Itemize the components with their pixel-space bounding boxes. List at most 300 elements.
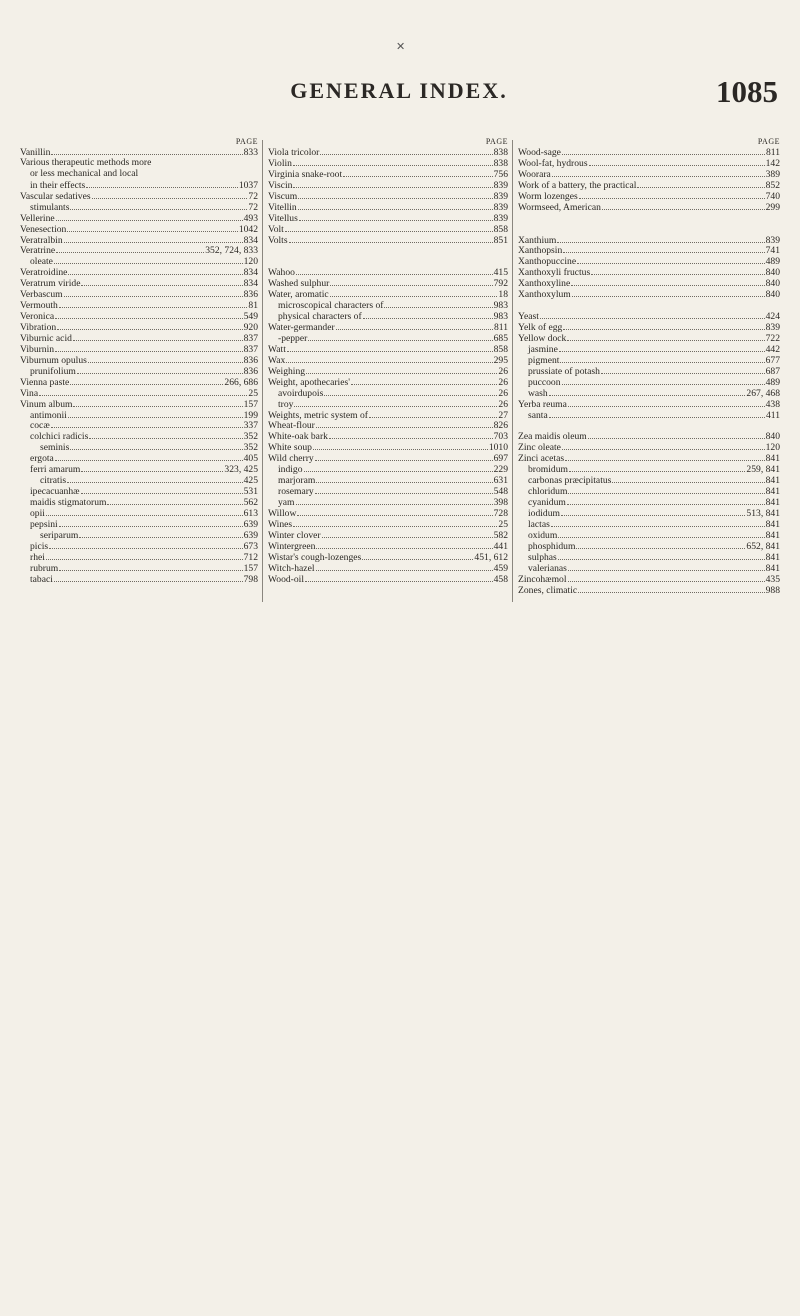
entry-term: Various therapeutic methods more	[20, 157, 152, 168]
entry-term: opii	[30, 507, 45, 519]
entry-term: Watt	[268, 343, 286, 355]
entry-term: Yeast	[518, 311, 539, 322]
entry-term: puccoon	[528, 376, 561, 388]
entry-page-ref: 1042	[238, 223, 258, 235]
entry-page-ref: 323, 425	[224, 464, 258, 476]
entry-term: antimonii	[30, 409, 67, 421]
entry-term: Washed sulphur	[268, 278, 330, 290]
entry-page-ref: 157	[243, 562, 258, 574]
index-entry	[518, 486, 780, 497]
index-entry	[518, 355, 780, 366]
entry-term: Zea maidis oleum	[518, 431, 587, 443]
index-entry	[20, 563, 258, 574]
entry-page-ref: 1010	[488, 442, 508, 454]
dot-leader	[330, 278, 492, 286]
entry-term: Wines	[268, 518, 293, 530]
entry-term: Xanthoxyli fructus	[518, 267, 591, 279]
entry-term: Wintergreen	[268, 540, 316, 552]
page-label: PAGE	[485, 137, 508, 146]
index-entry	[518, 475, 780, 486]
entry-term: yam	[278, 497, 295, 508]
entry-term: Violin	[268, 157, 292, 169]
page-label: PAGE	[235, 137, 258, 146]
index-entry	[268, 311, 508, 322]
entry-term: Viburnin	[20, 343, 55, 355]
dot-leader	[70, 377, 223, 385]
dot-leader	[313, 442, 488, 450]
entry-page-ref: 259, 841	[746, 464, 780, 476]
index-entry	[20, 574, 258, 585]
dot-leader	[39, 388, 247, 396]
entry-page-ref: 839	[493, 179, 508, 191]
dot-leader	[578, 585, 764, 593]
entry-page-ref: 424	[765, 311, 780, 322]
index-entry	[268, 486, 508, 497]
index-entry	[518, 344, 780, 355]
dot-leader	[549, 410, 765, 418]
index-entry	[20, 508, 258, 519]
page-label: PAGE	[757, 137, 780, 146]
entry-term: Vanillin	[20, 147, 51, 158]
index-entry	[268, 202, 508, 213]
entry-page-ref: 697	[493, 453, 508, 465]
dot-leader	[57, 322, 242, 330]
dot-leader	[601, 366, 765, 374]
dot-leader	[572, 289, 765, 297]
entry-page-ref: 352	[243, 442, 258, 454]
dot-leader	[571, 278, 764, 286]
entry-page-ref: 920	[243, 322, 258, 333]
dot-leader	[46, 552, 243, 560]
index-gap	[268, 245, 508, 256]
dot-leader	[64, 289, 243, 297]
index-entry	[518, 169, 780, 180]
entry-term: Vascular sedatives	[20, 190, 91, 202]
entry-page-ref: 562	[243, 497, 258, 508]
entry-term: avoirdupois	[278, 387, 324, 399]
dot-leader	[64, 235, 243, 243]
dot-leader	[568, 486, 764, 494]
dot-leader	[540, 311, 765, 319]
dot-leader	[55, 453, 243, 461]
entry-term: Water, aromatic	[268, 289, 329, 301]
dot-leader	[568, 399, 765, 407]
entry-page-ref: 740	[765, 190, 780, 202]
entry-term: stimulants	[30, 201, 70, 213]
index-gap	[268, 256, 508, 267]
dot-leader	[549, 388, 746, 396]
entry-term: ferri amarum	[30, 464, 81, 476]
dot-leader	[56, 213, 243, 221]
dot-leader	[55, 344, 243, 352]
entry-page-ref: 798	[243, 573, 258, 585]
index-entry	[20, 180, 258, 191]
dot-leader	[637, 180, 764, 188]
dot-leader	[67, 224, 237, 232]
entry-page-ref: 26	[498, 365, 508, 377]
entry-page-ref: 613	[243, 507, 258, 519]
index-entry	[268, 453, 508, 464]
dot-leader	[51, 147, 242, 155]
index-gap	[518, 224, 780, 235]
entry-page-ref: 839	[493, 212, 508, 224]
entry-page-ref: 120	[765, 442, 780, 454]
index-entry	[268, 191, 508, 202]
index-entry	[518, 530, 780, 541]
entry-page-ref: 841	[765, 453, 780, 465]
index-entry	[518, 453, 780, 464]
index-entry	[518, 267, 780, 278]
dot-leader	[552, 169, 765, 177]
dot-leader	[559, 344, 765, 352]
index-entry	[268, 366, 508, 377]
entry-term: iodidum	[528, 507, 560, 519]
entry-term: Worm lozenges	[518, 190, 578, 202]
index-entry	[268, 388, 508, 399]
dot-leader	[602, 202, 765, 210]
entry-page-ref: 652, 841	[746, 540, 780, 552]
index-entry	[518, 377, 780, 388]
entry-term: Veronica	[20, 311, 55, 322]
entry-term: prussiate of potash	[528, 365, 600, 377]
dot-leader	[576, 541, 745, 549]
index-entry	[518, 202, 780, 213]
dot-leader	[81, 486, 243, 494]
entry-page-ref: 988	[765, 584, 780, 596]
entry-term: Willow	[268, 507, 297, 519]
entry-term: Viscum	[268, 190, 298, 202]
dot-leader	[329, 431, 493, 439]
entry-term: Vibration	[20, 322, 57, 333]
entry-page-ref: 25	[248, 387, 258, 399]
entry-page-ref: 836	[243, 289, 258, 301]
running-title: GENERAL INDEX.	[290, 78, 508, 103]
entry-page-ref: 811	[765, 147, 780, 158]
entry-term: Witch-hazel	[268, 562, 315, 574]
index-entry	[20, 344, 258, 355]
entry-term: seminis	[40, 442, 70, 454]
entry-page-ref: 266, 686	[224, 376, 258, 388]
dot-leader	[55, 311, 243, 319]
index-entry	[268, 442, 508, 453]
entry-page-ref: 120	[243, 256, 258, 268]
entry-term: oxidum	[528, 529, 558, 541]
entry-page-ref: 405	[243, 453, 258, 465]
entry-page-ref: 142	[765, 157, 780, 169]
index-entry	[518, 552, 780, 563]
dot-leader	[562, 442, 765, 450]
index-entry	[20, 464, 258, 475]
dot-leader	[54, 574, 243, 582]
dot-leader	[384, 300, 492, 308]
dot-leader	[569, 464, 745, 472]
dot-leader	[298, 202, 493, 210]
index-entry	[268, 322, 508, 333]
dot-leader	[81, 464, 223, 472]
entry-term: Woorara	[518, 168, 551, 180]
entry-term: troy	[278, 398, 294, 410]
entry-term: Wormseed, American	[518, 201, 601, 213]
entry-page-ref: 838	[493, 157, 508, 169]
entry-page-ref: 548	[493, 486, 508, 497]
entry-term: Viscin	[268, 179, 293, 191]
entry-page-ref: 839	[493, 190, 508, 202]
index-entry	[518, 289, 780, 300]
dot-leader	[558, 552, 765, 560]
index-entry	[518, 245, 780, 256]
entry-term: Vitellin	[268, 201, 297, 213]
index-entry	[268, 464, 508, 475]
index-entry	[20, 355, 258, 366]
entry-page-ref: 741	[765, 245, 780, 257]
entry-page-ref: 840	[765, 289, 780, 301]
entry-term: Volt	[268, 223, 284, 235]
entry-page-ref: 389	[765, 168, 780, 180]
dot-leader	[54, 256, 243, 264]
index-entry	[20, 420, 258, 431]
dot-leader	[70, 202, 247, 210]
dot-leader	[92, 191, 248, 199]
index-entry	[268, 508, 508, 519]
entry-term: seriparum	[40, 529, 79, 541]
entry-term: -pepper	[278, 332, 308, 344]
index-entry	[20, 519, 258, 530]
index-entry	[20, 410, 258, 421]
dot-leader	[322, 530, 493, 538]
entry-term: Virginia snake-root	[268, 168, 343, 180]
index-entry	[268, 574, 508, 585]
index-entry	[268, 289, 508, 300]
entry-page-ref: 72	[248, 201, 258, 213]
index-entry	[518, 464, 780, 475]
index-gap	[518, 213, 780, 224]
entry-page-ref: 836	[243, 365, 258, 377]
entry-term: Yellow dock	[518, 332, 567, 344]
entry-page-ref: 489	[765, 376, 780, 388]
entry-term: Vinum album	[20, 398, 73, 410]
entry-page-ref: 673	[243, 540, 258, 552]
entry-page-ref: 837	[243, 332, 258, 344]
entry-page-ref: 841	[765, 486, 780, 497]
index-entry	[20, 333, 258, 344]
entry-page-ref: 493	[243, 212, 258, 224]
dot-leader	[297, 508, 492, 516]
index-entry	[20, 267, 258, 278]
dot-leader	[70, 442, 242, 450]
entry-page-ref: 352, 724, 833	[205, 245, 258, 257]
entry-term: prunifolium	[30, 365, 76, 377]
index-entry	[518, 366, 780, 377]
dot-leader	[588, 431, 765, 439]
entry-term: marjoram	[278, 475, 316, 487]
entry-term: Winter clover	[268, 529, 321, 541]
entry-page-ref: 712	[243, 551, 258, 563]
index-entry	[268, 180, 508, 191]
dot-leader	[316, 541, 492, 549]
dot-leader	[316, 563, 493, 571]
index-entry	[518, 278, 780, 289]
entry-page-ref: 833	[243, 147, 258, 158]
index-entry	[518, 497, 780, 508]
entry-term: physical characters of	[278, 311, 362, 322]
entry-page-ref: 840	[765, 278, 780, 290]
entry-page-ref: 841	[765, 562, 780, 574]
entry-term: valerianas	[528, 562, 567, 574]
dot-leader	[89, 431, 242, 439]
dot-leader	[293, 180, 492, 188]
entry-page-ref: 841	[765, 551, 780, 563]
entry-page-ref: 858	[493, 343, 508, 355]
dot-leader	[56, 245, 204, 253]
index-entry	[518, 431, 780, 442]
index-entry	[518, 442, 780, 453]
dot-leader	[320, 147, 492, 155]
dot-leader	[73, 399, 242, 407]
entry-term: cyanidum	[528, 497, 566, 508]
dot-leader	[315, 453, 493, 461]
dot-leader	[363, 311, 493, 319]
dot-leader	[577, 256, 765, 264]
entry-term: Xanthopuccine	[518, 256, 577, 268]
entry-term: santa	[528, 409, 548, 421]
index-entry	[20, 289, 258, 300]
entry-term: oleate	[30, 256, 53, 268]
entry-term: Viburnic acid	[20, 332, 72, 344]
index-entry	[20, 530, 258, 541]
entry-term: Viburnum opulus	[20, 354, 87, 366]
entry-term: Wood-oil	[268, 573, 304, 585]
dot-leader	[568, 563, 765, 571]
entry-term: Venesection	[20, 223, 67, 235]
entry-term: rhei	[30, 551, 45, 563]
entry-page-ref: 631	[493, 475, 508, 487]
index-entry	[518, 147, 780, 158]
entry-page-ref: 840	[765, 431, 780, 443]
entry-term: Veratroidine	[20, 267, 68, 279]
index-column-1	[20, 136, 258, 585]
entry-term: Vermouth	[20, 300, 58, 312]
entry-term: chloridum	[528, 486, 568, 497]
entry-term: Wool-fat, hydrous	[518, 157, 588, 169]
index-entry	[268, 147, 508, 158]
column-divider	[262, 140, 263, 602]
index-entry	[20, 311, 258, 322]
entry-page-ref: 838	[493, 147, 508, 158]
entry-term: rosemary	[278, 486, 314, 497]
entry-page-ref: 411	[765, 409, 780, 421]
index-entry	[20, 552, 258, 563]
index-column-2	[268, 136, 508, 585]
entry-page-ref: 458	[493, 573, 508, 585]
index-entry	[518, 180, 780, 191]
dot-leader	[67, 475, 243, 483]
dot-leader	[306, 366, 497, 374]
entry-page-ref: 728	[493, 507, 508, 519]
index-entry	[268, 278, 508, 289]
entry-page-ref: 834	[243, 234, 258, 246]
entry-term: Zinci acetas	[518, 453, 565, 465]
entry-term: carbonas præcipitatus	[528, 475, 612, 487]
dot-leader	[293, 519, 497, 527]
dot-leader	[294, 399, 497, 407]
entry-page-ref: 685	[493, 332, 508, 344]
entry-page-ref: 983	[493, 300, 508, 312]
index-entry	[518, 541, 780, 552]
dot-leader	[304, 464, 493, 472]
index-entry	[20, 256, 258, 267]
index-entry	[518, 508, 780, 519]
index-entry	[268, 563, 508, 574]
entry-term: Wahoo	[268, 267, 295, 279]
entry-term: Vina	[20, 387, 39, 399]
dot-leader	[567, 333, 764, 341]
index-entry	[20, 169, 258, 180]
index-entry	[20, 191, 258, 202]
entry-page-ref: 839	[493, 201, 508, 213]
index-entry	[518, 574, 780, 585]
entry-term: Wheat-flour	[268, 420, 315, 432]
entry-term: Xanthoxyline	[518, 278, 571, 290]
index-entry	[268, 267, 508, 278]
entry-term: phosphidum	[528, 540, 576, 552]
entry-page-ref: 26	[498, 387, 508, 399]
entry-page-ref: 639	[243, 518, 258, 530]
entry-page-ref: 841	[765, 475, 780, 487]
dot-leader	[296, 267, 493, 275]
page-header	[20, 74, 778, 118]
entry-page-ref: 836	[243, 354, 258, 366]
entry-term: wash	[528, 387, 548, 399]
dot-leader	[59, 563, 242, 571]
index-entry	[20, 399, 258, 410]
dot-leader	[107, 497, 242, 505]
print-mark: ✕	[396, 41, 406, 53]
entry-page-ref: 352	[243, 431, 258, 443]
index-entry	[20, 541, 258, 552]
index-entry	[20, 453, 258, 464]
index-entry	[20, 486, 258, 497]
entry-page-ref: 26	[498, 376, 508, 388]
dot-leader	[563, 322, 764, 330]
dot-leader	[51, 420, 243, 428]
dot-leader	[296, 497, 493, 505]
entry-page-ref: 72	[248, 190, 258, 202]
dot-leader	[285, 224, 493, 232]
index-entry	[268, 399, 508, 410]
column-divider	[512, 140, 513, 602]
entry-page-ref: 841	[765, 518, 780, 530]
entry-term: ergota	[30, 453, 54, 465]
index-entry	[518, 322, 780, 333]
entry-term: Veratrum viride	[20, 278, 81, 290]
index-entry	[20, 366, 258, 377]
entry-page-ref: 841	[765, 529, 780, 541]
entry-term: Xanthopsin	[518, 245, 563, 257]
index-entry	[518, 399, 780, 410]
dot-leader	[343, 169, 492, 177]
entry-term: pepsini	[30, 518, 58, 530]
dot-leader	[293, 158, 493, 166]
entry-page-ref: 852	[765, 179, 780, 191]
index-entry	[268, 355, 508, 366]
dot-leader	[77, 366, 243, 374]
entry-term: Volts	[268, 234, 288, 246]
entry-term: bromidum	[528, 464, 568, 476]
entry-page-ref: 229	[493, 464, 508, 476]
index-entry	[268, 410, 508, 421]
entry-page-ref: 267, 468	[746, 387, 780, 399]
index-entry	[268, 497, 508, 508]
